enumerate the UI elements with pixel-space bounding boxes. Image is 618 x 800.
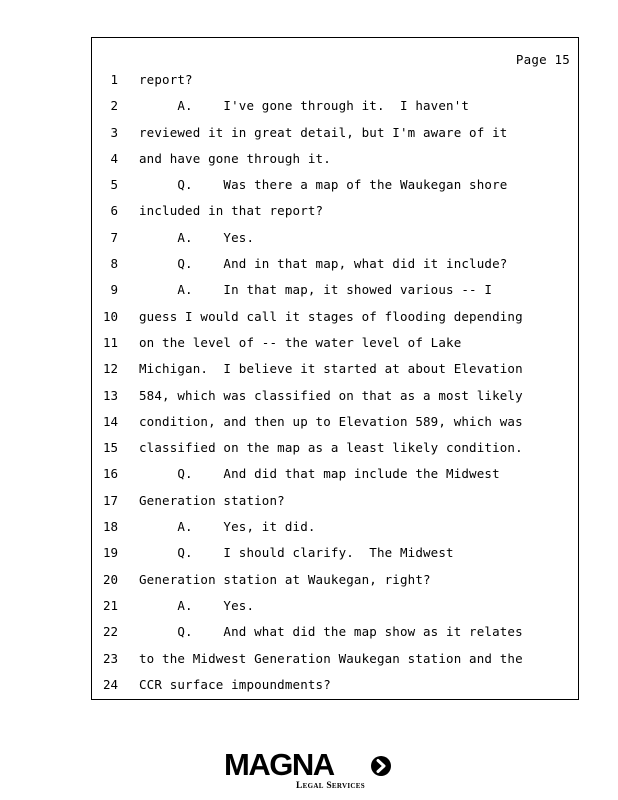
line-number: 21 (102, 597, 118, 613)
line-number: 22 (102, 624, 118, 640)
transcript-line (92, 72, 578, 98)
transcript-page (91, 37, 579, 700)
line-text: Michigan. I believe it started at about Elevation (139, 361, 523, 377)
line-number: 4 (110, 150, 118, 166)
transcript-line (92, 414, 578, 440)
line-number: 24 (102, 676, 118, 692)
transcript-line (92, 388, 578, 414)
line-text: Q. And in that map, what did it include? (139, 256, 508, 272)
line-text: classified on the map as a least likely condition. (139, 440, 523, 456)
transcript-line (92, 361, 578, 387)
line-number: 16 (102, 466, 118, 482)
transcript-line (92, 125, 578, 151)
transcript-lines (92, 72, 578, 703)
line-text: Q. I should clarify. The Midwest (139, 545, 454, 561)
transcript-line (92, 309, 578, 335)
line-number: 3 (110, 124, 118, 140)
line-number: 13 (102, 387, 118, 403)
logo-subtext: Legal Services (296, 781, 365, 791)
line-text: Q. Was there a map of the Waukegan shore (139, 177, 508, 193)
line-text: guess I would call it stages of flooding depending (139, 308, 523, 324)
page-number: Page 15 (515, 52, 570, 67)
line-text: Q. And did that map include the Midwest (139, 466, 500, 482)
transcript-line (92, 256, 578, 282)
line-number: 15 (102, 440, 118, 456)
transcript-line (92, 493, 578, 519)
line-number: 6 (110, 203, 118, 219)
transcript-line (92, 203, 578, 229)
line-number: 9 (110, 282, 118, 298)
line-number: 18 (102, 519, 118, 535)
transcript-line (92, 335, 578, 361)
line-text: Generation station? (139, 492, 285, 508)
line-number: 14 (102, 413, 118, 429)
transcript-line (92, 282, 578, 308)
line-text: Generation station at Waukegan, right? (139, 571, 431, 587)
logo-wordmark: MAGNA (224, 747, 334, 782)
line-text: on the level of -- the water level of Lake (139, 334, 462, 350)
line-text: 584, which was classified on that as a most likely (139, 387, 523, 403)
line-text: Q. And what did the map show as it relates (139, 624, 523, 640)
line-text: reviewed it in great detail, but I'm aware of it (139, 124, 508, 140)
line-text: and have gone through it. (139, 150, 331, 166)
transcript-line (92, 677, 578, 703)
line-text: to the Midwest Generation Waukegan station and the (139, 650, 523, 666)
transcript-line (92, 545, 578, 571)
transcript-line (92, 440, 578, 466)
transcript-line (92, 177, 578, 203)
transcript-line (92, 598, 578, 624)
line-text: A. In that map, it showed various -- I (139, 282, 493, 298)
line-text: A. Yes, it did. (139, 519, 316, 535)
line-number: 10 (102, 308, 118, 324)
line-number: 8 (110, 256, 118, 272)
line-number: 1 (110, 72, 118, 87)
chevron-right-circle-icon (370, 755, 392, 777)
transcript-line (92, 230, 578, 256)
line-text: CCR surface impoundments? (139, 676, 331, 692)
line-number: 20 (102, 571, 118, 587)
transcript-line (92, 572, 578, 598)
transcript-line (92, 151, 578, 177)
line-number: 2 (110, 98, 118, 114)
line-number: 7 (110, 229, 118, 245)
magna-logo (224, 748, 396, 794)
line-number: 19 (102, 545, 118, 561)
line-text: A. Yes. (139, 597, 255, 613)
transcript-line (92, 98, 578, 124)
line-text: report? (139, 72, 193, 87)
transcript-line (92, 466, 578, 492)
transcript-line (92, 519, 578, 545)
line-number: 17 (102, 492, 118, 508)
line-number: 5 (110, 177, 118, 193)
line-number: 11 (102, 334, 118, 350)
line-text: condition, and then up to Elevation 589, which was (139, 413, 523, 429)
line-number: 12 (102, 361, 118, 377)
line-text: A. I've gone through it. I haven't (139, 98, 470, 114)
transcript-line (92, 624, 578, 650)
transcript-line (92, 651, 578, 677)
line-text: A. Yes. (139, 229, 255, 245)
line-number: 23 (102, 650, 118, 666)
line-text: included in that report? (139, 203, 324, 219)
